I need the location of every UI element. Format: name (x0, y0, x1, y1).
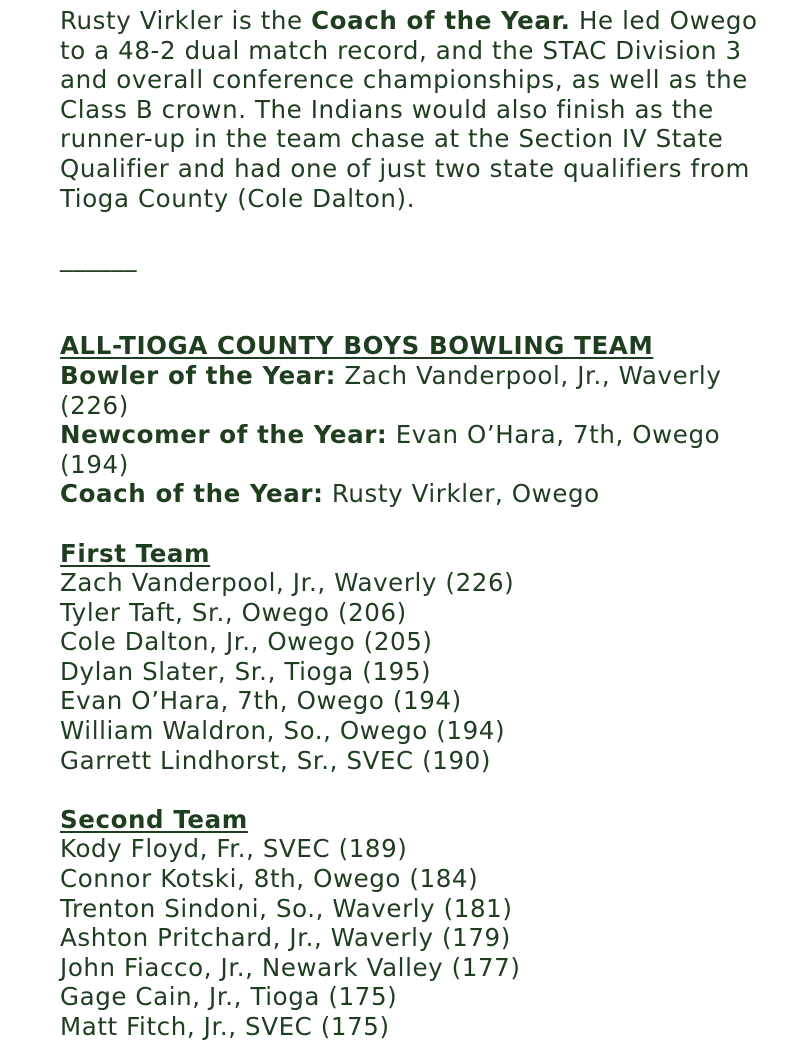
award-value: Zach Vanderpool, Jr., Waverly (226) (60, 360, 722, 420)
roster-item: Tyler Taft, Sr., Owego (206) (60, 597, 407, 627)
roster-item: John Fiacco, Jr., Newark Valley (177) (60, 952, 521, 982)
award-value: Rusty Virkler, Owego (323, 479, 600, 509)
award-label: Bowler of the Year: (60, 360, 337, 390)
roster-item: Gage Cain, Jr., Tioga (175) (60, 982, 398, 1012)
roster-item: William Waldron, So., Owego (194) (60, 716, 506, 746)
intro-paragraph (60, 6, 780, 213)
intro-text-start: Rusty Virkler is the (60, 6, 312, 35)
team-heading-line (60, 331, 780, 361)
award-label: Newcomer of the Year: (60, 420, 388, 450)
second-team-heading-line (60, 805, 780, 835)
award-coach-of-year (60, 479, 780, 509)
first-team-heading-line (60, 539, 780, 569)
roster-item: Ashton Pritchard, Jr., Waverly (179) (60, 923, 511, 953)
team-heading: ALL-TIOGA COUNTY BOYS BOWLING TEAM (60, 331, 654, 361)
award-value: Evan O’Hara, 7th, Owego (194) (60, 420, 721, 479)
roster-item: Trenton Sindoni, So., Waverly (181) (60, 893, 513, 923)
award-newcomer-of-year (60, 420, 780, 479)
intro-coach-award: Coach of the Year. (311, 6, 571, 35)
roster-item: Garrett Lindhorst, Sr., SVEC (190) (60, 745, 492, 775)
roster-item: Dylan Slater, Sr., Tioga (195) (60, 656, 432, 686)
article-body (60, 6, 780, 1042)
roster-item: Evan O’Hara, 7th, Owego (194) (60, 686, 462, 716)
roster-item: Cole Dalton, Jr., Owego (205) (60, 627, 433, 657)
first-team-heading: First Team (60, 538, 211, 568)
roster-item: Kody Floyd, Fr., SVEC (189) (60, 834, 408, 864)
intro-text-rest: He led Owego to a 48-2 dual match record, and the STAC Division 3 and overall conference championships, as well as the Class B crown. The Indians would also finish as the runner-up in the team chase at the Section IV State Qualifier and had one of just two state qualifiers from Tioga County (Cole Dalton). (60, 6, 758, 213)
roster-item: Zach Vanderpool, Jr., Waverly (226) (60, 568, 515, 598)
roster-item: Matt Fitch, Jr., SVEC (175) (60, 1012, 390, 1041)
first-team-list (60, 568, 780, 775)
second-team-heading: Second Team (60, 804, 248, 834)
award-label: Coach of the Year: (60, 479, 324, 509)
section-divider: ______ (60, 242, 138, 272)
award-bowler-of-year (60, 361, 780, 420)
roster-item: Connor Kotski, 8th, Owego (184) (60, 864, 479, 894)
second-team-list (60, 834, 780, 1041)
